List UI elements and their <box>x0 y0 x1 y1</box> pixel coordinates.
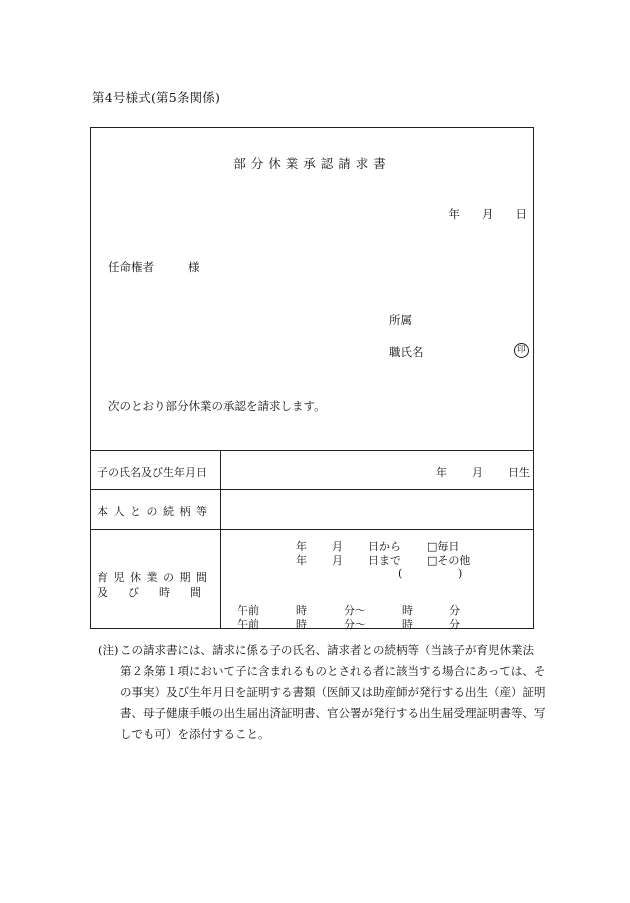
appointer-honorific: 様 <box>188 260 200 274</box>
form-number: 第4号様式(第5条関係) <box>92 90 221 105</box>
note-line: 第２条第１項において子に含まれるものとされる者に該当する場合にあっては、そ <box>120 664 546 678</box>
period-from-year: 年 <box>296 540 307 553</box>
affiliation-label: 所属 <box>389 313 412 327</box>
form-title: 部分休業承認請求書 <box>233 156 391 171</box>
time-hour2-1: 時 <box>402 604 413 617</box>
time-hour2-2: 時 <box>402 618 413 631</box>
time-minute2-2: 分 <box>449 618 460 631</box>
note-line: この請求書には、請求に係る子の氏名、請求者との続柄等（当該子が育児休業法 <box>120 643 534 657</box>
time-am-2: 午前 <box>237 618 259 631</box>
period-to-year: 年 <box>296 554 307 567</box>
column-divider <box>220 450 221 628</box>
other-paren-close: ) <box>458 567 463 580</box>
table-top-rule <box>91 450 533 451</box>
note-head: (注) <box>98 643 119 657</box>
time-minute2-1: 分 <box>449 604 460 617</box>
period-to-month: 月 <box>332 554 343 567</box>
option-other-checkbox[interactable]: □その他 <box>427 554 471 567</box>
child-birth-day: 日生 <box>508 466 530 479</box>
seal-mark: 印 <box>514 343 529 358</box>
option-daily-checkbox[interactable]: □毎日 <box>427 540 460 553</box>
date-month: 月 <box>482 207 494 221</box>
period-to-day: 日まで <box>368 554 401 567</box>
child-birth-month: 月 <box>472 466 483 479</box>
staff-name-label: 職氏名 <box>389 345 424 359</box>
period-from-month: 月 <box>332 540 343 553</box>
time-hour-2: 時 <box>296 618 307 631</box>
date-day: 日 <box>515 207 527 221</box>
period-label-line1: 育児休業の期間 <box>97 571 213 584</box>
row-divider <box>91 489 533 490</box>
request-date <box>449 206 528 222</box>
request-statement: 次のとおり部分休業の承認を請求します。 <box>108 399 326 413</box>
note-line: の事実）及び生年月日を証明する書類（医師又は助産師が発行する出生（産）証明 <box>120 685 546 699</box>
note-line: しでも可）を添付すること。 <box>120 727 270 741</box>
child-birth-year: 年 <box>436 466 447 479</box>
time-hour-1: 時 <box>296 604 307 617</box>
date-year: 年 <box>448 207 460 221</box>
other-paren-open: ( <box>398 567 403 580</box>
appointer-label: 任命権者 <box>108 260 154 274</box>
request-form <box>90 127 534 629</box>
time-minute-2: 分～ <box>344 618 366 631</box>
row-divider <box>91 529 533 530</box>
note-line: 書、母子健康手帳の出生届出済証明書、官公署が発行する出生届受理証明書等、写 <box>120 706 546 720</box>
relation-label: 本人との続柄等 <box>97 505 213 518</box>
child-name-birth-label: 子の氏名及び生年月日 <box>97 466 207 479</box>
time-am-1: 午前 <box>237 604 259 617</box>
period-label-line2: 及び時間 <box>97 586 221 599</box>
time-minute-1: 分～ <box>344 604 366 617</box>
appointer-line <box>108 259 200 275</box>
period-from-day: 日から <box>368 540 401 553</box>
